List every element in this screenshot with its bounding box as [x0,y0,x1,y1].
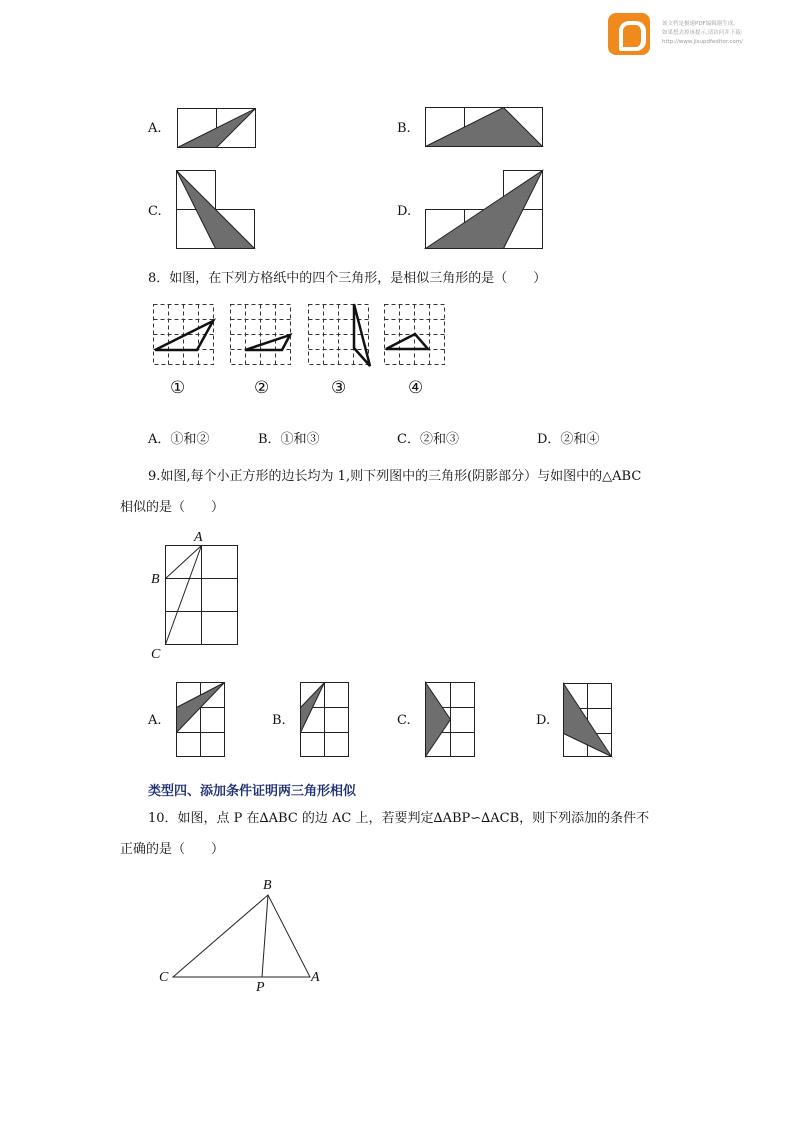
q9-option-b-figure [300,682,350,758]
q9-abc-figure [165,545,240,655]
q9-option-d-label: D. [536,713,551,728]
q8-grids-figure [150,302,450,370]
q10-question-line-1: 10．如图，点 P 在∆ABC 的边 AC 上，若要判定∆ABP∽∆ACB，则下列添加的条件不 [148,811,650,826]
q9-question-line-1: 9.如图,每个小正方形的边长均为 1,则下列图中的三角形(阴影部分）与如图中的△ABC [148,469,642,484]
q9-option-b-label: B. [272,713,286,728]
q8-option-c: C．②和③ [397,432,459,447]
q9-option-a-figure [176,682,226,758]
watermark-line-2: 如果想去掉该提示,请访问并下载: [662,30,743,36]
q10-vertex-label-c: C [159,970,169,985]
q7-option-a-figure [177,108,257,150]
q8-question-text: 8．如图，在下列方格纸中的四个三角形，是相似三角形的是（ ） [148,271,547,286]
q9-option-c-label: C. [397,713,411,728]
q8-option-a: A．①和② [148,432,210,447]
q10-vertex-label-a: A [311,970,320,985]
q7-option-d-figure [425,170,545,252]
q8-option-b: B．①和③ [258,432,320,447]
q7-option-c-figure [176,170,258,252]
q7-option-d-label: D. [397,204,412,219]
q9-option-d-figure [563,683,613,759]
q8-figure-label-2: ② [254,378,270,398]
q10-vertex-label-p: P [256,980,265,995]
q7-option-b-label: B. [397,121,411,136]
q8-figure-label-3: ③ [331,378,347,398]
q9-question-line-2: 相似的是（ ） [120,500,225,515]
q9-vertex-label-b: B [151,572,160,587]
q8-option-d: D．②和④ [537,432,600,447]
q7-option-b-figure [425,107,545,149]
q9-option-c-figure [425,682,477,758]
q7-option-c-label: C. [148,204,162,219]
q9-vertex-label-a: A [194,530,203,545]
q8-figure-label-1: ① [170,378,186,398]
q9-vertex-label-c: C [151,647,161,662]
q10-vertex-label-b: B [263,878,272,893]
q10-triangle-figure [170,890,320,980]
q7-option-a-label: A. [148,121,162,136]
watermark-line-3: http://www.jisupdfeditor.com/ [662,39,743,45]
q8-figure-label-4: ④ [408,378,424,398]
q9-option-a-label: A. [148,713,162,728]
q10-question-line-2: 正确的是（ ） [120,842,225,857]
section-heading: 类型四、添加条件证明两三角形相似 [148,784,357,799]
watermark-line-1: 该文档是极速PDF编辑器生成, [662,21,735,27]
pdf-editor-logo-icon [608,13,650,55]
